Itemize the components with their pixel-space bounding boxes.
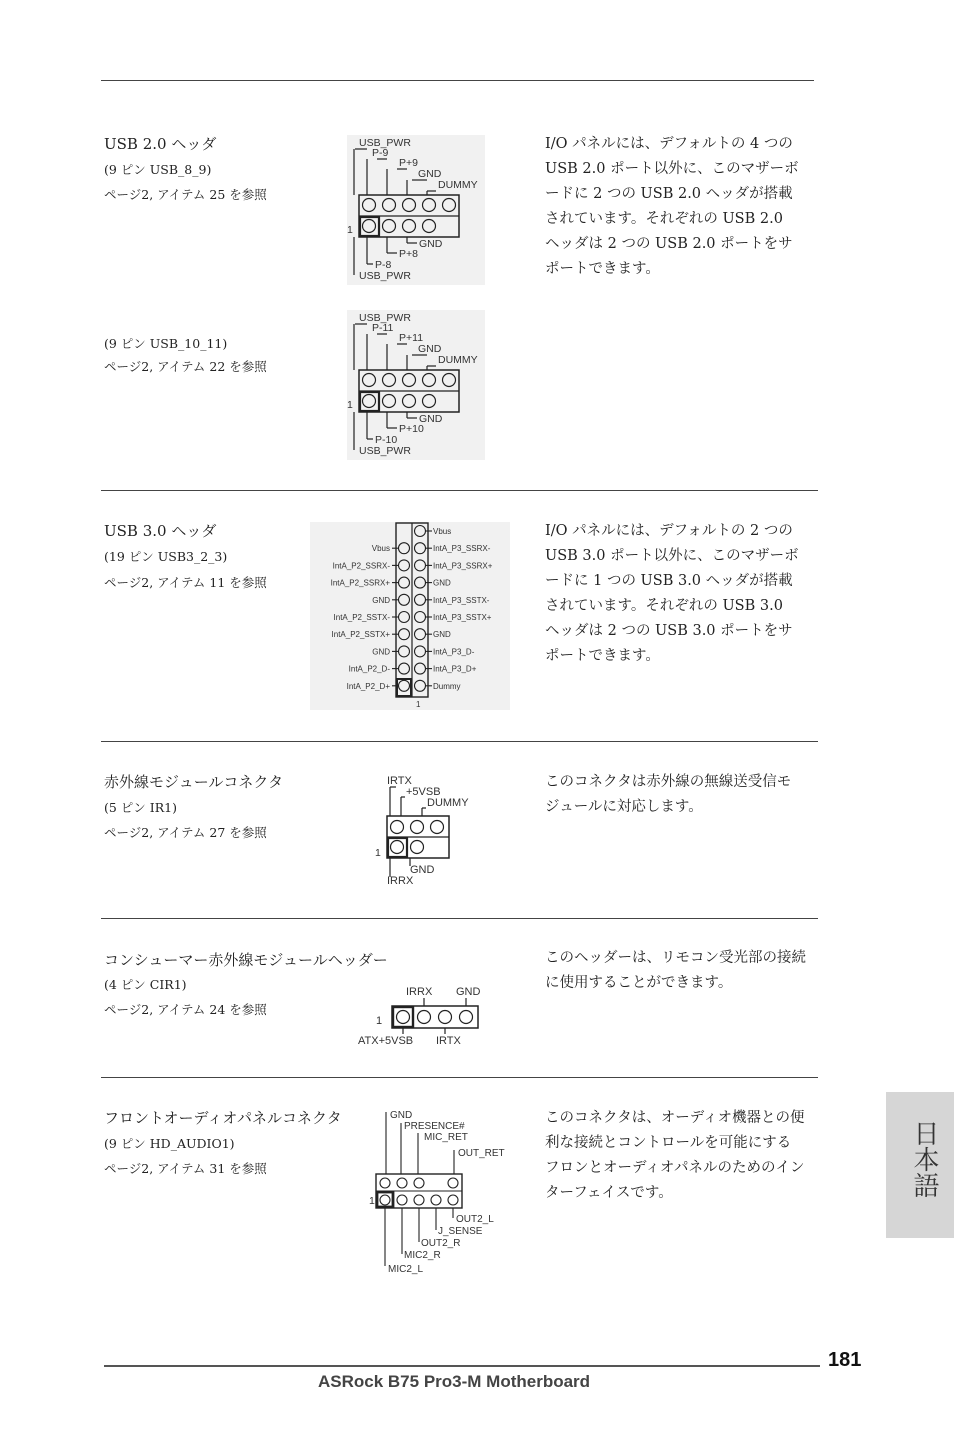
pin-right	[415, 543, 426, 554]
pin-left	[399, 646, 410, 657]
pin-label: +5VSB	[406, 786, 441, 798]
pin-right	[415, 663, 426, 674]
pin-left	[399, 594, 410, 605]
usb20-header-diagram	[347, 135, 485, 285]
pin-one-label: 1	[347, 224, 353, 236]
pin-label: IntA_P2_SSTX+	[331, 630, 390, 640]
pin-label: P-8	[375, 259, 392, 271]
section-divider	[101, 490, 818, 491]
pin-label: IRTX	[436, 1035, 461, 1047]
pin-label: IRRX	[406, 986, 433, 998]
pin-label: IntA_P2_SSTX-	[333, 613, 390, 622]
pin-label: GND	[372, 647, 390, 657]
desc-line: USB 3.0 ポート以外に、このマザーボ	[545, 548, 799, 564]
pin-label: DUMMY	[438, 354, 478, 366]
page-number: 181	[828, 1349, 862, 1371]
desc-line: 利な接続とコントロールを可能にする	[545, 1135, 792, 1151]
footer-product-name: ASRock B75 Pro3-M Motherboard	[318, 1372, 591, 1391]
top-rule	[101, 80, 814, 81]
pin-label: USB_PWR	[359, 312, 411, 324]
pin-label: Vbus	[433, 527, 452, 536]
pin-label: IntA_P3_SSRX+	[433, 561, 493, 571]
pin-right	[415, 680, 426, 691]
pin-label: USB_PWR	[359, 270, 411, 282]
cir-description	[545, 946, 820, 996]
desc-line: ターフェイスです。	[545, 1185, 673, 1201]
desc-line: このヘッダーは、リモコン受光部の接続	[545, 950, 806, 966]
ir-header-diagram	[372, 772, 480, 888]
ir-description	[545, 770, 820, 820]
pin-label: GND	[433, 578, 451, 588]
desc-line: I/O パネルには、デフォルトの 2 つの	[545, 523, 793, 539]
cir-header-diagram	[356, 982, 488, 1048]
usb30-header-diagram	[310, 522, 510, 710]
pin-label: P-9	[372, 147, 389, 159]
usb20-pins: (9 ピン USB_8_9)	[104, 162, 212, 177]
desc-line: されています。それぞれの USB 3.0	[545, 598, 783, 614]
pin-label: J_SENSE	[438, 1226, 483, 1237]
pin-label: P+11	[399, 332, 424, 344]
pin-right	[415, 526, 426, 537]
pin-label: PRESENCE#	[404, 1121, 465, 1132]
desc-line: ードに 2 つの USB 2.0 ヘッダが搭載	[545, 186, 793, 202]
pin-label: IntA_P3_SSTX-	[433, 595, 490, 605]
pin-label: IntA_P3_D-	[433, 647, 475, 657]
pin-right	[415, 629, 426, 640]
section-divider	[101, 1077, 818, 1078]
pin-label: P+9	[399, 157, 418, 169]
cir-ref: ページ2, アイテム 24 を参照	[104, 1002, 267, 1017]
pin-label: Vbus	[371, 544, 390, 554]
usb20b-header-diagram	[347, 310, 485, 460]
audio-header-diagram	[366, 1106, 506, 1278]
pin-label: MIC2_L	[388, 1264, 424, 1275]
usb20-description	[545, 132, 820, 282]
desc-line: このコネクタは赤外線の無線送受信モ	[545, 774, 792, 790]
pin-left	[399, 629, 410, 640]
pin-label: MIC2_R	[404, 1250, 441, 1261]
desc-line: に使用することができます。	[545, 975, 733, 991]
ir-pins: (5 ピン IR1)	[104, 800, 177, 815]
pin-left	[399, 663, 410, 674]
pin-label: OUT2_R	[421, 1238, 461, 1249]
pin-label: ATX+5VSB	[358, 1035, 414, 1047]
desc-line: ポートできます。	[545, 261, 660, 277]
pin-right	[415, 594, 426, 605]
pin-one-label: 1	[347, 399, 353, 411]
desc-line: ポートできます。	[545, 648, 660, 664]
section-divider	[101, 741, 818, 742]
cir-pins: (4 ピン CIR1)	[104, 977, 187, 992]
desc-line: ヘッダは 2 つの USB 3.0 ポートをサ	[545, 623, 793, 639]
pin-right	[415, 560, 426, 571]
footer-rule	[104, 1365, 820, 1367]
pin-left	[399, 612, 410, 623]
desc-line: フロンとオーディオパネルのためのイン	[545, 1160, 805, 1176]
pin-label: P-10	[375, 434, 398, 446]
pin-label: OUT2_L	[456, 1214, 494, 1225]
pin-one-label: 1	[375, 847, 381, 859]
pin-left	[399, 543, 410, 554]
usb30-ref: ページ2, アイテム 11 を参照	[104, 575, 267, 590]
desc-line: ードに 1 つの USB 3.0 ヘッダが搭載	[545, 573, 793, 589]
language-tab	[886, 1092, 954, 1238]
audio-description	[545, 1106, 820, 1206]
desc-line: ジュールに対応します。	[545, 799, 703, 815]
pin-label: IntA_P2_D+	[346, 681, 390, 691]
desc-line: I/O パネルには、デフォルトの 4 つの	[545, 136, 793, 152]
audio-ref: ページ2, アイテム 31 を参照	[104, 1161, 267, 1176]
section-divider	[101, 918, 818, 919]
desc-line: されています。それぞれの USB 2.0	[545, 211, 783, 227]
pin-label: IntA_P2_SSRX-	[332, 561, 390, 571]
pin-label: DUMMY	[438, 179, 478, 191]
pin-label: GND	[419, 238, 443, 250]
pin-label: IntA_P3_SSTX+	[433, 613, 492, 622]
desc-line: このコネクタは、オーディオ機器との便	[545, 1110, 805, 1126]
cir-title: コンシューマー赤外線モジュールヘッダー	[104, 951, 388, 969]
language-tab-label: 日本語	[909, 1120, 939, 1198]
pin-one-label: 1	[369, 1195, 375, 1207]
usb20b-ref: ページ2, アイテム 22 を参照	[104, 359, 267, 374]
pin-left	[399, 577, 410, 588]
pin-left	[399, 560, 410, 571]
pin-label: GND	[418, 343, 442, 355]
pin-label: IRTX	[387, 775, 412, 787]
pin-label: P-11	[372, 322, 394, 334]
pin-label: P+10	[399, 423, 424, 435]
pin-label: IntA_P2_SSRX+	[330, 578, 390, 588]
usb20-ref: ページ2, アイテム 25 を参照	[104, 187, 267, 202]
pin-label: IRRX	[387, 875, 414, 887]
pin-label: P+8	[399, 248, 418, 260]
desc-line: ヘッダは 2 つの USB 2.0 ポートをサ	[545, 236, 793, 252]
usb20-title: USB 2.0 ヘッダ	[104, 135, 217, 153]
usb20b-pins: (9 ピン USB_10_11)	[104, 336, 228, 351]
ir-ref: ページ2, アイテム 27 を参照	[104, 825, 267, 840]
usb30-description	[545, 519, 820, 669]
pin-label: MIC_RET	[424, 1132, 468, 1143]
pin-label: IntA_P2_D-	[348, 664, 390, 674]
pin-one-label: 1	[416, 700, 421, 709]
pin-right	[415, 577, 426, 588]
pin-label: GND	[410, 864, 435, 876]
desc-line: USB 2.0 ポート以外に、このマザーボ	[545, 161, 799, 177]
pin-label: OUT_RET	[458, 1148, 505, 1159]
pin-label: DUMMY	[427, 797, 469, 809]
pin-label: GND	[419, 413, 443, 425]
pin-one-label: 1	[376, 1015, 383, 1027]
audio-title: フロントオーディオパネルコネクタ	[104, 1109, 342, 1127]
pin-label: IntA_P3_D+	[433, 664, 477, 674]
pin-label: GND	[433, 630, 451, 640]
ir-title: 赤外線モジュールコネクタ	[104, 773, 284, 791]
pin-label: GND	[456, 986, 481, 998]
pin-label: GND	[390, 1110, 413, 1121]
pin-label: USB_PWR	[359, 445, 411, 457]
pin-label: GND	[418, 168, 442, 180]
usb30-pins: (19 ピン USB3_2_3)	[104, 549, 228, 564]
pin-right	[415, 612, 426, 623]
pin-label: GND	[372, 595, 390, 605]
usb30-title: USB 3.0 ヘッダ	[104, 522, 217, 540]
pin-left	[399, 680, 410, 691]
pin-right	[415, 646, 426, 657]
pin-label: Dummy	[433, 681, 461, 691]
audio-pins: (9 ピン HD_AUDIO1)	[104, 1136, 235, 1151]
pin-label: USB_PWR	[359, 137, 411, 149]
pin-label: IntA_P3_SSRX-	[433, 544, 491, 554]
